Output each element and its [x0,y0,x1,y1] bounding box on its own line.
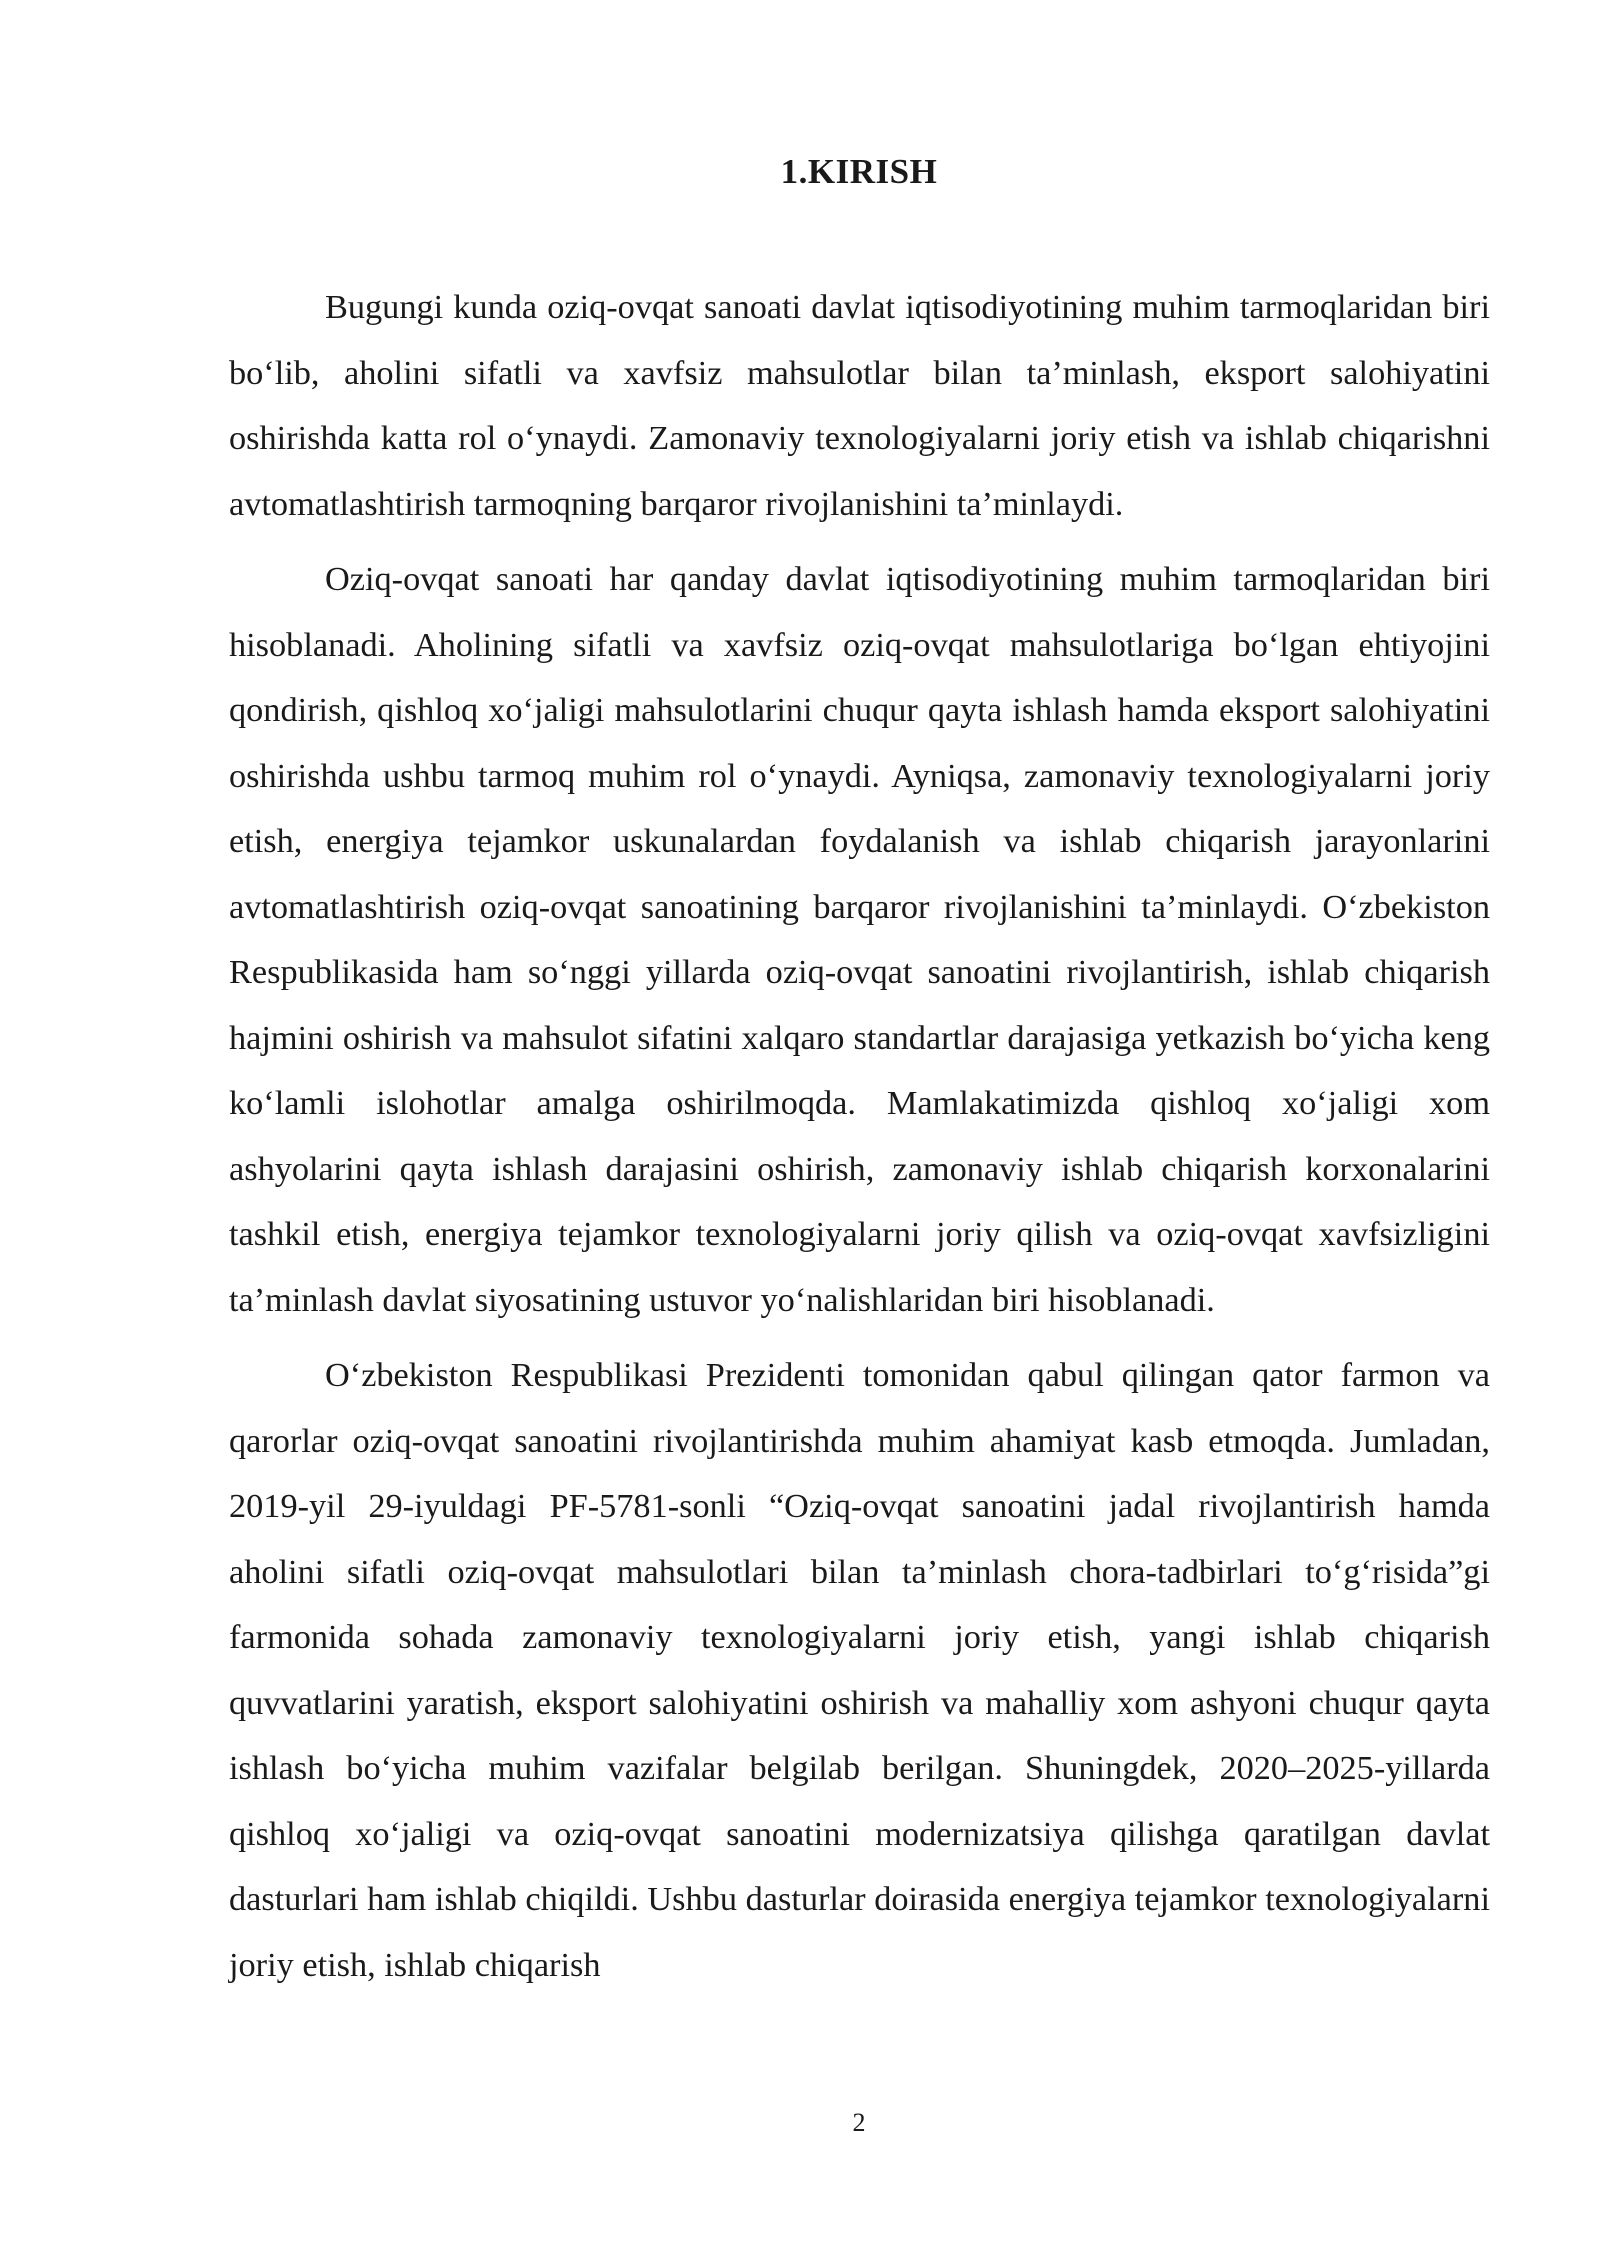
paragraph-food-industry: Oziq-ovqat sanoati har qanday davlat iqtisodiyotining muhim tarmoqlaridan biri hisoblanadi. Aholining sifatli va xavfsiz oziq-ovqat mahsulotlariga bo‘lgan ehtiyojini qondirish, qishloq xo‘jaligi mahsulotlarini chuqur qayta ishlash hamda eksport salohiyatini oshirishda ushbu tarmoq muhim rol o‘ynaydi. Ayniqsa, zamonaviy texnologiyalarni joriy etish, energiya tejamkor uskunalardan foydalanish va ishlab chiqarish jarayonlarini avtomatlashtirish oziq-ovqat sanoatining barqaror rivojlanishini ta’minlaydi. O‘zbekiston Respublikasida ham so‘nggi yillarda oziq-ovqat sanoatini rivojlantirish, ishlab chiqarish hajmini oshirish va mahsulot sifatini xalqaro standartlar darajasiga yetkazish bo‘yicha keng ko‘lamli islohotlar amalga oshirilmoqda. Mamlakatimizda qishloq xo‘jaligi xom ashyolarini qayta ishlash darajasini oshirish, zamonaviy ishlab chiqarish korxonalarini tashkil etish, energiya tejamkor texnologiyalarni joriy qilish va oziq-ovqat xavfsizligini ta’minlash davlat siyosatining ustuvor yo‘nalishlaridan biri hisoblanadi. [229,560,1490,1319]
section-title: 1.KIRISH [780,152,938,191]
paragraph-presidential-decrees: O‘zbekiston Respublikasi Prezidenti tomonidan qabul qilingan qator farmon va qarorlar oziq-ovqat sanoatini rivojlantirishda muhim ahamiyat kasb etmoqda. Jumladan, 2019-yil 29-iyuldagi PF-5781-sonli “Oziq-ovqat sanoatini jadal rivojlantirish hamda aholini sifatli oziq-ovqat mahsulotlari bilan ta’minlash chora-tadbirlari to‘g‘risida”gi farmonida sohada zamonaviy texnologiyalarni joriy etish, yangi ishlab chiqarish quvvatlarini yaratish, eksport salohiyatini oshirish va mahalliy xom ashyoni chuqur qayta ishlash bo‘yicha muhim vazifalar belgilab berilgan. Shuningdek, 2020–2025-yillarda qishloq xo‘jaligi va oziq-ovqat sanoatini modernizatsiya qilishga qaratilgan davlat dasturlari ham ishlab chiqildi. Ushbu dasturlar doirasida energiya tejamkor texnologiyalarni joriy etish, ishlab chiqarish [229,1356,1490,1984]
page-number: 2 [852,2108,866,2137]
body-text [229,275,1490,2008]
paragraph-intro: Bugungi kunda oziq-ovqat sanoati davlat iqtisodiyotining muhim tarmoqlaridan biri bo‘lib, aholini sifatli va xavfsiz mahsulotlar bilan ta’minlash, eksport salohiyatini oshirishda katta rol o‘ynaydi. Zamonaviy texnologiyalarni joriy etish va ishlab chiqarishni avtomatlashtirish tarmoqning barqaror rivojlanishini ta’minlaydi. [229,288,1490,523]
